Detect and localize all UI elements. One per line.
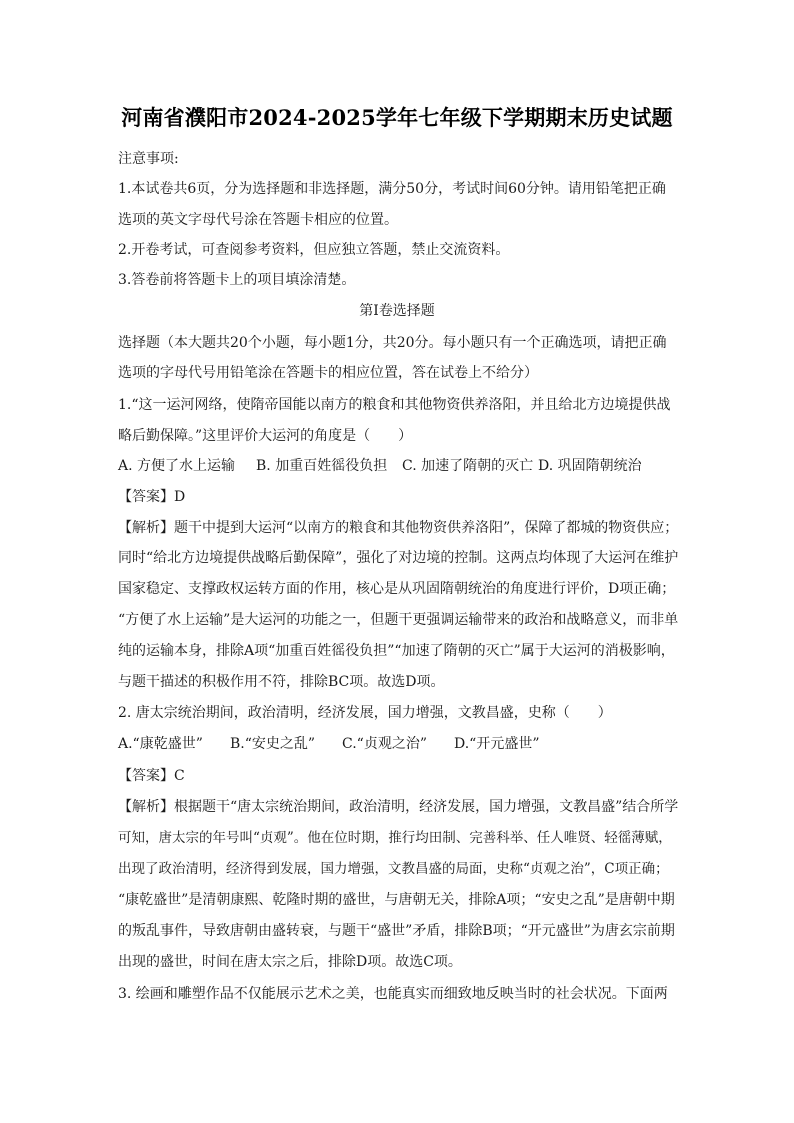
q2-option-c: C.“贞观之治”	[342, 736, 427, 752]
q3-stem: 3. 绘画和雕塑作品不仅能展示艺术之美，也能真实而细致地反映当时的社会状况。下面两	[118, 986, 668, 1002]
q2-analysis: 【解析】根据题干“唐太宗统治期间，政治清明，经济发展，国力增强，文教昌盛”结合所学	[118, 799, 679, 815]
q1-analysis: 与题干描述的积极作用不符，排除BC项。故选D项。	[118, 674, 445, 690]
q1-options	[118, 457, 678, 475]
q1-analysis: 国家稳定、支撑政权运转方面的作用，核心是从巩固隋朝统治的角度进行评价，D项正确；	[118, 581, 676, 597]
q2-options	[118, 735, 678, 753]
q1-option-d: D. 巩固隋朝统治	[538, 458, 642, 474]
notice-line: 3.答卷前将答题卡上的项目填涂清楚。	[118, 272, 356, 288]
q2-answer: 【答案】C	[118, 768, 185, 784]
section-title: 第I卷选择题	[359, 303, 435, 319]
q1-analysis: 同时“给北方边境提供战略后勤保障”，强化了对边境的控制。这两点均体现了大运河在维护	[118, 550, 679, 566]
exam-title: 河南省濮阳市2024-2025学年七年级下学期期末历史试题	[121, 105, 673, 130]
q2-analysis: 出现了政治清明，经济得到发展，国力增强，文教昌盛的局面，史称“贞观之治”，C项正确；	[118, 861, 669, 877]
q1-stem: 1.“这一运河网络，使隋帝国能以南方的粮食和其他物资供养洛阳，并且给北方边境提供战	[118, 397, 671, 413]
q2-option-b: B.“安史之乱”	[230, 736, 316, 752]
notice-line: 选项的英文字母代号涂在答题卡相应的位置。	[118, 212, 398, 228]
notice-line: 1.本试卷共6页，分为选择题和非选择题，满分50分，考试时间60分钟。请用铅笔把正确	[118, 181, 666, 197]
section-intro: 选择题（本大题共20个小题，每小题1分，共20分。每小题只有一个正确选项，请把正确	[118, 335, 667, 351]
q2-analysis: 出现的盛世，时间在唐太宗之后，排除D项。故选C项。	[118, 954, 462, 970]
q2-analysis: 的叛乱事件，导致唐朝由盛转衰，与题干“盛世”矛盾，排除B项；“开元盛世”为唐玄宗前期	[118, 923, 675, 939]
q1-analysis: 【解析】题干中提到大运河“以南方的粮食和其他物资供养洛阳”，保障了都城的物资供应；	[118, 520, 679, 536]
q1-option-a: A. 方便了水上运输	[118, 458, 236, 474]
notice-heading: 注意事项:	[118, 151, 179, 167]
q2-option-a: A.“康乾盛世”	[118, 736, 203, 752]
q2-analysis: 可知，唐太宗的年号叫“贞观”。他在位时期，推行均田制、完善科举、任人唯贤、轻徭薄赋，	[118, 830, 672, 846]
q1-analysis: 纯的运输本身，排除A项“加重百姓徭役负担”“加速了隋朝的灭亡”属于大运河的消极影响，	[118, 643, 675, 659]
q1-option-b: B. 加重百姓徭役负担	[256, 458, 388, 474]
q1-option-c: C. 加速了隋朝的灭亡	[402, 458, 534, 474]
section-intro: 选项的字母代号用铅笔涂在答题卡的相应位置，答在试卷上不给分）	[118, 365, 538, 381]
q1-analysis: “方便了水上运输”是大运河的功能之一，但题干更强调运输带来的政治和战略意义，而非单	[118, 612, 679, 628]
q2-analysis: “康乾盛世”是清朝康熙、乾隆时期的盛世，与唐朝无关，排除A项；“安史之乱”是唐朝中期	[118, 892, 675, 908]
q1-answer: 【答案】D	[118, 489, 186, 505]
q2-stem: 2. 唐太宗统治期间，政治清明，经济发展，国力增强，文教昌盛，史称（ ）	[118, 705, 612, 721]
notice-line: 2.开卷考试，可查阅参考资料，但应独立答题，禁止交流资料。	[118, 242, 510, 258]
q2-option-d: D.“开元盛世”	[454, 736, 540, 752]
q1-stem: 略后勤保障。”这里评价大运河的角度是（ ）	[118, 428, 413, 444]
